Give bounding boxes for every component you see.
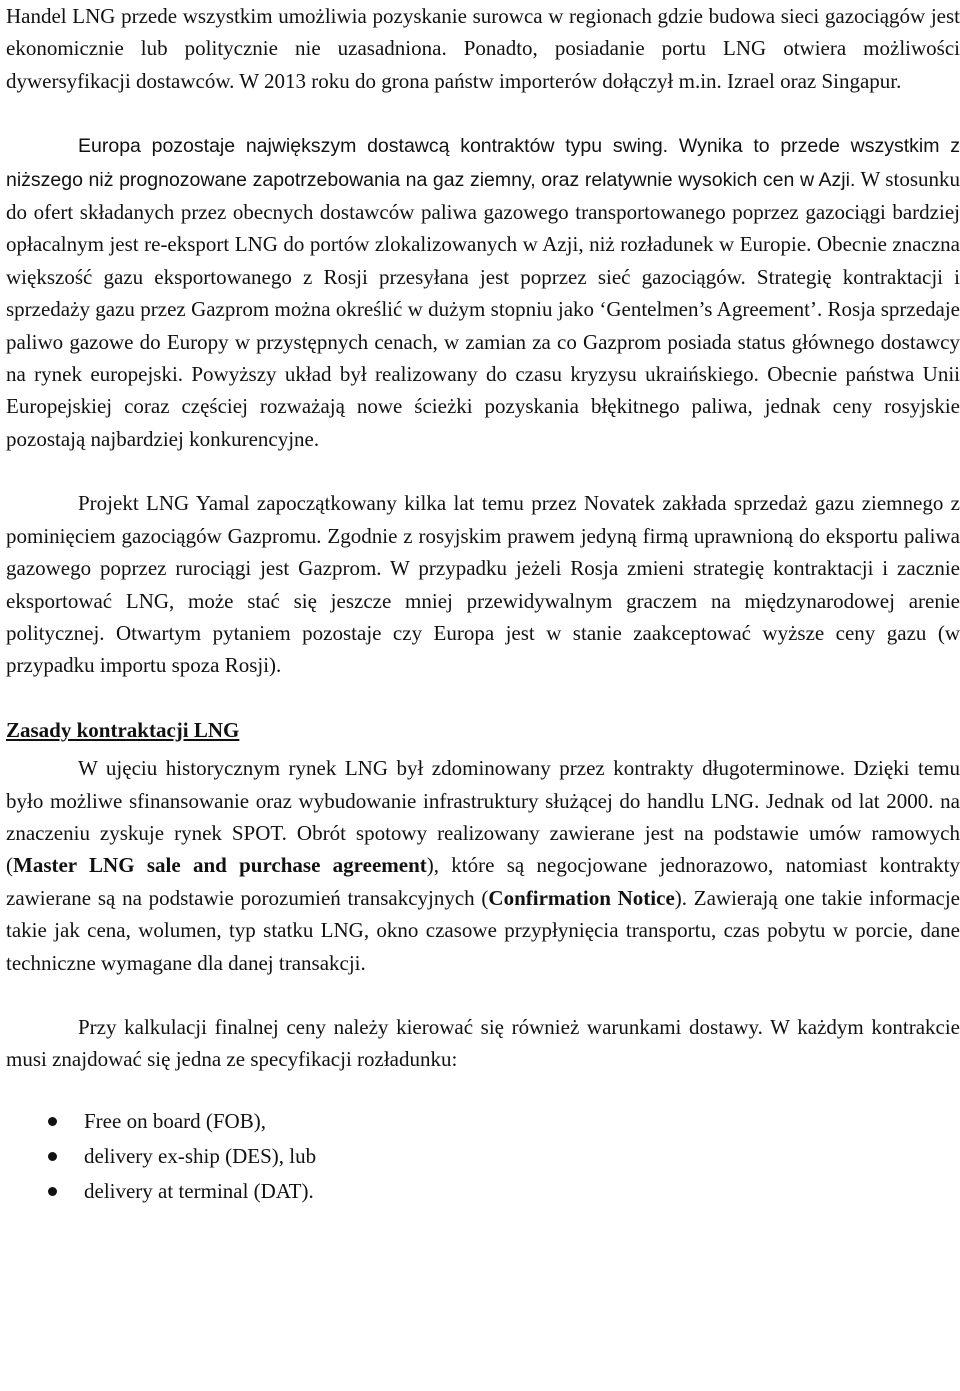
paragraph-delivery-terms: Przy kalkulacji finalnej ceny należy kierować się również warunkami dostawy. W każdym kontrakcie musi znajdować się jedna ze specyfikacji rozładunku: [6,1014,960,1072]
paragraph-europe-swing [6,129,960,455]
bullet-icon [48,1152,57,1161]
section-heading: Zasady kontraktacji LNG [6,717,240,742]
confirmation-notice-term: Confirmation Notice [488,885,675,910]
delivery-terms-list [6,1104,960,1209]
paragraph-lng-trade: Handel LNG przede wszystkim umożliwia pozyskanie surowca w regionach gdzie budowa sieci gazociągów jest ekonomicznie lub politycznie nie uzasadniona. Ponadto, posiadanie portu LNG otwiera możliwości dywersyfikacji dostawców. W 2013 roku do grona państw importerów dołączył m.in. Izrael oraz Singapur. [6,4,960,93]
contract-rules-text-2: ), które są negocjowane jednorazowo, natomiast kontrakty zawierane są na podstawie porozumień transakcyjnych ( [6,853,960,910]
list-item [6,1174,960,1209]
paragraph-yamal-project: Projekt LNG Yamal zapoczątkowany kilka lat temu przez Novatek zakłada sprzedaż gazu ziemnego z pominięciem gazociągów Gazpromu. Zgodnie z rosyjskim prawem jedyną firmą uprawnioną do eksportu paliwa gazowego poprzez rurociągi jest Gazprom. W przypadku jeżeli Rosja zmieni strategię kontraktacji i zacznie eksportować LNG, może stać się jeszcze mniej przewidywalnym graczem na międzynarodowej arenie politycznej. Otwartym pytaniem pozostaje czy Europa jest w stanie zaakceptować wyższe ceny gazu (w przypadku importu spoza Rosji). [6,491,960,678]
contract-rules-text-1: W ujęciu historycznym rynek LNG był zdominowany przez kontrakty długoterminowe. Dzięki temu było możliwe sfinansowanie oraz wybudowanie infrastruktury służącej do handlu LNG. Jednak od lat 2000. na znaczeniu zyskuje rynek SPOT. Obrót spotowy realizowany zawierane jest na podstawie umów ramowych ( [6,756,960,878]
paragraph-europe-swing-body: W stosunku do ofert składanych przez obecnych dostawców paliwa gazowego transportowanego poprzez gazociągi bardziej opłacalnym jest re-eksport LNG do portów zlokalizowanych w Azji, niż rozładunek w Europie. Obecnie znaczna większość gazu eksportowanego z Rosji przesyłana jest poprzez sieć gazociągów. Strategię kontraktacji i sprzedaży gazu przez Gazprom można określić w dużym stopniu jako ‘Gentelmen’s Agreement’. Rosja sprzedaje paliwo gazowe do Europy w przystępnych cenach, w zamian za co Gazprom posiada status głównego dostawcy na rynek europejski. Powyższy układ był realizowany do czasu kryzysu ukraińskiego. Obecnie państwa Unii Europejskiej coraz częściej rozważają nowe ścieżki pozyskania błękitnego paliwa, jednak ceny rosyjskie pozostają najbardziej konkurencyjne. [6,166,960,451]
list-item [6,1139,960,1174]
bullet-icon [48,1117,57,1126]
contract-rules-text-3: ). Zawierają one takie informacje takie jak cena, wolumen, typ statku LNG, okno czasowe przypłynięcia transportu, czas pobytu w porcie, dane techniczne wymagane dla danej transakcji. [6,885,960,975]
document-page [6,0,960,1209]
list-item-label: delivery ex-ship (DES), lub [84,1143,317,1168]
list-item-label: Free on board (FOB), [84,1108,266,1133]
bullet-icon [48,1187,57,1196]
list-item [6,1104,960,1139]
list-item-label: delivery at terminal (DAT). [84,1178,314,1203]
master-agreement-term: Master LNG sale and purchase agreement [13,853,427,878]
paragraph-contract-rules [6,752,960,979]
paragraph-europe-swing-lead: Europa pozostaje największym dostawcą kontraktów typu swing. Wynika to przede wszystkim z niższego niż prognozowane zapotrzebowania na gaz ziemny, oraz relatywnie wysokich cen w Azji. [6,135,960,191]
